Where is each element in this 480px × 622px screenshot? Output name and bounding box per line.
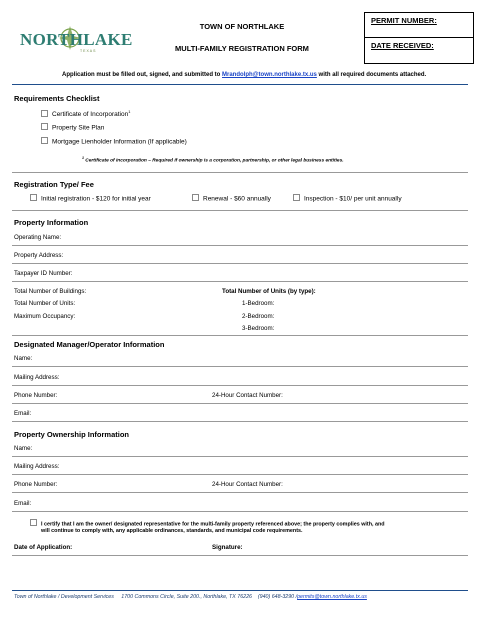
certification-statement[interactable]: I certify that I am the owner/ designated representative for the multi-family property referenced above; the property complies with, and — [30, 519, 385, 528]
owner-mailing-address-field[interactable]: Mailing Address: — [14, 463, 60, 470]
bedroom-2-field[interactable]: 2-Bedroom: — [242, 313, 275, 320]
field-line — [12, 492, 468, 493]
footer-org: Town of Northlake / Development Services — [14, 594, 114, 600]
footer-email-link[interactable]: permits@town.northlake.tx.us — [297, 594, 367, 600]
owner-email-field[interactable]: Email: — [14, 500, 32, 507]
date-of-application-field[interactable]: Date of Application: — [14, 544, 73, 551]
registration-option-renewal[interactable]: Renewal - $60 annually — [192, 194, 271, 203]
bedroom-1-field[interactable]: 1-Bedroom: — [242, 300, 275, 307]
field-line — [12, 281, 468, 282]
form-title: MULTI-FAMILY REGISTRATION FORM — [175, 44, 309, 53]
checkbox[interactable] — [41, 110, 48, 117]
permit-info-box — [364, 12, 474, 64]
permit-number-label: PERMIT NUMBER: — [365, 13, 473, 38]
requirements-title: Requirements Checklist — [14, 94, 100, 103]
ownership-info-title: Property Ownership Information — [14, 430, 130, 439]
registration-option-inspection[interactable]: Inspection - $10/ per unit annually — [293, 194, 402, 203]
checkbox[interactable] — [30, 194, 37, 201]
footer-address: 1700 Commons Circle, Suite 200., Northlake, TX 76226 — [121, 594, 252, 600]
certification-statement-cont: will continue to comply with, any applicable ordinances, standards, and municipal code requirements. — [41, 528, 303, 534]
date-received-label: DATE RECEIVED: — [371, 41, 434, 50]
checkbox[interactable] — [192, 194, 199, 201]
section-divider — [12, 511, 468, 512]
notice-text-after: with all required documents attached. — [316, 72, 427, 78]
footer-phone: (940) 648-3290 / — [257, 594, 298, 600]
total-units-field[interactable]: Total Number of Units: — [14, 300, 76, 307]
section-divider — [12, 210, 468, 211]
field-line — [12, 456, 468, 457]
field-line — [12, 245, 468, 246]
notice-text-before: Application must be filled out, signed, and submitted to — [62, 72, 223, 78]
submission-notice — [62, 72, 426, 78]
certification-checkbox[interactable] — [30, 519, 37, 526]
taxpayer-id-field[interactable]: Taxpayer ID Number: — [14, 270, 73, 277]
property-address-field[interactable]: Property Address: — [14, 252, 64, 259]
manager-phone-field[interactable]: Phone Number: — [14, 392, 58, 399]
owner-name-field[interactable]: Name: — [14, 445, 33, 452]
property-info-title: Property Information — [14, 218, 89, 227]
checklist-item[interactable]: Property Site Plan — [41, 123, 104, 132]
field-line — [12, 555, 468, 556]
manager-24h-contact-field[interactable]: 24-Hour Contact Number: — [212, 392, 283, 399]
total-buildings-field[interactable]: Total Number of Buildings: — [14, 288, 87, 295]
manager-info-title: Designated Manager/Operator Information — [14, 340, 165, 349]
field-line — [12, 385, 468, 386]
section-divider — [12, 421, 468, 422]
units-by-type-heading: Total Number of Units (by type): — [222, 288, 316, 295]
field-line — [12, 403, 468, 404]
registration-option-initial[interactable]: Initial registration - $120 for initial year — [30, 194, 151, 203]
checklist-item[interactable]: Mortgage Lienholder Information (If applicable) — [41, 137, 187, 146]
logo-subtext: TEXAS — [80, 49, 97, 53]
manager-email-field[interactable]: Email: — [14, 410, 32, 417]
field-line — [12, 474, 468, 475]
footer-divider — [12, 590, 468, 591]
header-divider — [12, 84, 468, 85]
registration-title: Registration Type/ Fee — [14, 180, 94, 189]
owner-phone-field[interactable]: Phone Number: — [14, 481, 58, 488]
owner-24h-contact-field[interactable]: 24-Hour Contact Number: — [212, 481, 283, 488]
checkbox[interactable] — [41, 123, 48, 130]
logo-text: NORTHLAKE — [20, 30, 133, 49]
section-divider — [12, 335, 468, 336]
submission-email-link[interactable]: Mrandolph@town.northlake.tx.us — [222, 72, 317, 78]
checkbox[interactable] — [41, 137, 48, 144]
field-line — [12, 263, 468, 264]
operating-name-field[interactable]: Operating Name: — [14, 234, 62, 241]
checklist-item[interactable]: Certificate of Incorporation$^1$ — [41, 109, 130, 118]
field-line — [12, 366, 468, 367]
signature-field[interactable]: Signature: — [212, 544, 243, 551]
manager-mailing-address-field[interactable]: Mailing Address: — [14, 374, 60, 381]
manager-name-field[interactable]: Name: — [14, 355, 33, 362]
bedroom-3-field[interactable]: 3-Bedroom: — [242, 325, 275, 332]
town-title: TOWN OF NORTHLAKE — [199, 22, 285, 31]
max-occupancy-field[interactable]: Maximum Occupancy: — [14, 313, 76, 320]
section-divider — [12, 172, 468, 173]
footer-info — [14, 594, 367, 600]
checkbox[interactable] — [293, 194, 300, 201]
incorporation-footnote: $^1$ Certificate of Incorporation – Required if ownership is a corporation, partnership, or other legal business entities. — [82, 156, 344, 164]
